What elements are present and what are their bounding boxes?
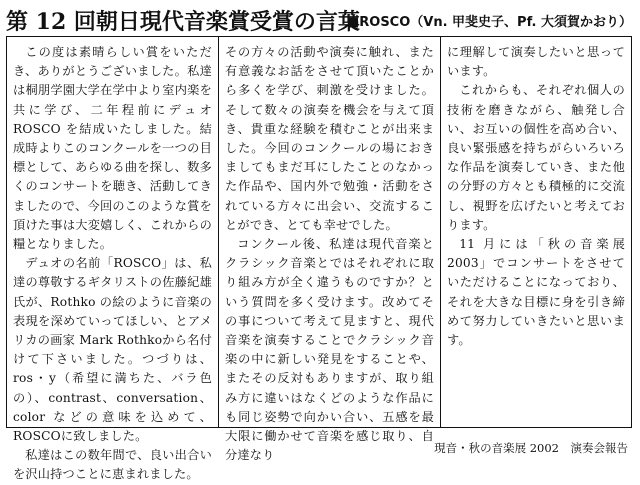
header [4,4,636,34]
paragraph: コンクール後、私達は現代音楽とクラシック音楽とではそれぞれに取り組み方が全く違うものですか？という質問を多く受けます。改めてその事について考えて見ますと、現代音楽を演奏することでクラシック音楽の中に新しい発見をすることや、またその反対もありますが、取り組み方に違いはなくどのような作品にも同じ姿勢で向かい合い、五感を最大限に働かせて音楽を感じ取り、自分達なり [225,237,434,463]
text-column-1 [7,37,219,482]
paragraph: この度は素晴らしい賞をいただき、ありがとうございました。私達は桐朋学園大学在学中より室内楽を共に学び、二年程前にデュオROSCO を結成いたしました。結成時よりこのコンクールを一つの目標として、あらゆる曲を探し、数多くのコンサートを聴き、活動してきましたので、今回のこのような賞を頂けた事は大変嬉しく、これからの糧となりました。 [13,45,212,252]
paragraph: に理解して演奏したいと思っています。 [447,45,625,79]
footer-caption: 現音・秋の音楽展 2002 演奏会報告 [434,441,628,455]
paragraph: 私達はこの数年間で、良い出合いを沢山持つことに恵まれました。 [13,448,212,482]
text-column-2 [219,37,441,463]
text-column-3 [441,37,631,427]
article-title: 第 12 回朝日現代音楽賞受賞の言葉 [6,9,360,35]
paragraph: デュオの名前「ROSCO」は、私達の尊敬するギタリストの佐藤紀雄氏が、Rothko の絵のように音楽の表現を深めていってほしい、とアメリカの画家 Mark Rothkoから名付けて下さいました。つづりは、ros・y（希望に満ちた、バラ色の）、contrast、conversation、color などの意味を込めて、ROSCOに致しました。 [13,256,212,444]
paragraph: 11 月には「秋の音楽展 2003」でコンサートをさせていただけることになっており、それを大きな目標に身を引き締めて努力していきたいと思います。 [447,237,625,348]
paragraph: その方々の活動や演奏に触れ、また有意義なお話をさせて頂いたことから多くを学び、刺激を受けました。そして数々の演奏を機会を与えて頂き、貴重な経験を積むことが出来ました。今回のコンクールの場におきましてもまだ耳にしたことのなかった作品や、国内外で勉強・活動をされている方々に出会い、交流することができ、とても幸せでした。 [225,45,434,232]
performer-byline: ■ROSCO（Vn. 甲斐史子、Pf. 大須賀かおり） [346,15,632,30]
paragraph: これからも、それぞれ個人の技術を磨きながら、触発し合い、お互いの個性を高め合い、良い緊張感を持ちがらいろいろな作品を演奏していき、また他の分野の方々とも積極的に交流し、視野を広げたいと考えております。 [447,83,625,232]
